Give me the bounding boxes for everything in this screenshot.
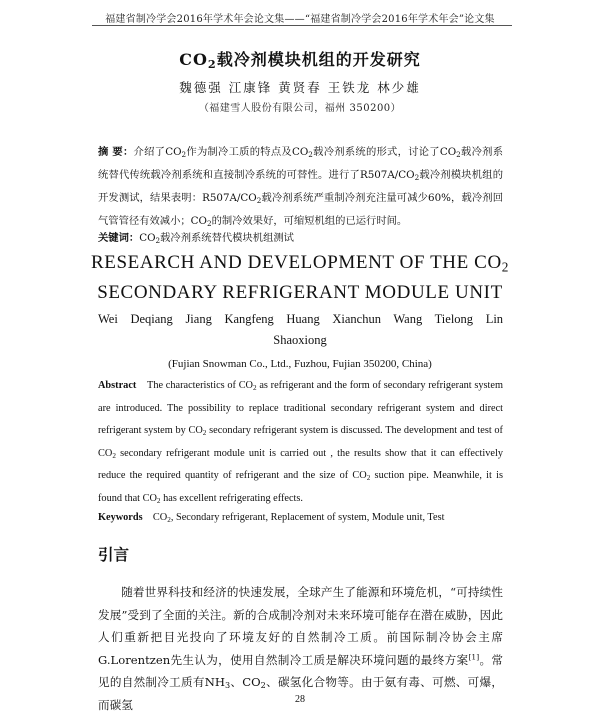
header-rule: [92, 25, 512, 26]
english-title-line-2: SECONDARY REFRIGERANT MODULE UNIT: [97, 282, 503, 303]
english-abstract: [98, 375, 503, 510]
subscript: 2: [202, 428, 207, 437]
text: secondary refrigerant system is discussed. The development and test of CO: [98, 425, 503, 459]
text: 介绍了CO: [133, 146, 182, 158]
text: 载冷剂系统严重制冷剂充注量可减少60%，载冷剂回气管管径有效减小；CO: [98, 192, 503, 227]
text: 载冷剂系统的形式，讨论了CO: [312, 146, 457, 158]
author-name: Huang Xianchun: [286, 312, 381, 326]
subscript: 2: [181, 149, 187, 159]
english-keywords: [98, 508, 503, 528]
author-name: Wang Tielong: [393, 312, 474, 326]
text: 载冷剂系统替代传统载冷剂系统和直接制冷系统的可替性。进行了R507A/CO: [98, 146, 503, 181]
english-keywords-label: Keywords: [98, 512, 143, 523]
subscript: 2: [253, 383, 257, 392]
english-authors: [98, 312, 503, 327]
page-number: 28: [295, 694, 305, 705]
chinese-title: [0, 47, 600, 70]
text: CO: [139, 232, 156, 244]
text: 随着世界科技和经济的快速发展，全球产生了能源和环境危机，“可持续性发展”受到了全面的关注。新的合成制冷剂对未来环境可能存在潜在威胁，因此人们重新把目光投向了环境友好的自然制冷工质。前国际制冷协会主席G.Lorentzen先生认为，使用自然制冷工质是解决环境问题的最终方案: [98, 585, 503, 667]
reference-marker[interactable]: [1]: [468, 651, 480, 661]
english-abstract-label: Abstract: [98, 380, 137, 391]
text: has excellent refrigerating effects.: [160, 492, 303, 504]
text: 、CO: [230, 675, 261, 689]
title-co: CO: [179, 50, 208, 69]
english-title-line-1: [0, 252, 600, 274]
text: 作为制冷工质的特点及CO: [186, 146, 309, 158]
chinese-keywords-label: 关键词：: [98, 232, 140, 244]
text: as refrigerant and the form of secondary refrigerant system are introduced. The possibility to replace traditional secondary refrigerant system and direct refrigerant system by CO: [98, 380, 503, 436]
subscript: 2: [112, 451, 116, 460]
subscript: 2: [414, 172, 420, 182]
text: suction pipe. Meanwhile, it is found that CO: [98, 470, 504, 504]
text: 。常见的自然制冷工质有NH: [98, 652, 503, 689]
author-name: Lin: [485, 312, 504, 326]
subscript: 2: [207, 218, 212, 228]
running-header: 福建省制冷学会2016年学术年会论文集——“福建省制冷学会2016年学术年会”论文集: [105, 14, 495, 25]
subscript: 2: [167, 515, 171, 524]
chinese-affiliation: （福建雪人股份有限公司，福州 350200）: [198, 103, 402, 114]
chinese-abstract: [98, 141, 503, 233]
text: CO: [152, 512, 168, 523]
english-affiliation: (Fujian Snowman Co., Ltd., Fuzhou, Fujian 350200, China): [168, 358, 432, 370]
text: 的制冷效果好，可缩短机组的已运行时间。: [211, 215, 408, 227]
text: 载冷剂系统替代模块机组测试: [160, 232, 294, 244]
subscript: 3: [224, 680, 231, 691]
chinese-authors: 魏德强 江康锋 黄贤春 王铁龙 林少雄: [179, 80, 421, 95]
subscript: 2: [156, 496, 161, 505]
subscript: 2: [256, 195, 262, 205]
section-heading-introduction: 引言: [98, 546, 130, 564]
text: 、碳氢化合物等。由于氨有毒、可燃、可爆，而碳氢: [98, 675, 503, 712]
english-authors-continued: Shaoxiong: [273, 333, 327, 347]
text: secondary refrigerant module unit is carried out , the results show that it can effectively reduce the required quantity of refrigerant and the size of CO: [98, 447, 503, 481]
text: The characteristics of CO: [147, 380, 253, 391]
text: 载冷剂模块机组的开发测试，结果表明：R507A/CO: [98, 169, 503, 204]
subscript: 2: [501, 259, 510, 275]
chinese-abstract-label: 摘 要：: [98, 146, 134, 158]
subscript: 2: [155, 235, 161, 245]
subscript: 2: [366, 473, 371, 482]
text: , Secondary refrigerant, Replacement of system, Module unit, Test: [170, 512, 445, 523]
subscript: 2: [308, 149, 313, 159]
text: RESEARCH AND DEVELOPMENT OF THE CO: [90, 252, 502, 273]
title-rest: 载冷剂模块机组的开发研究: [216, 50, 421, 69]
author-name: Jiang Kangfeng: [185, 312, 274, 326]
title-sub: 2: [207, 56, 217, 71]
subscript: 2: [456, 149, 461, 159]
author-name: Wei Deqiang: [98, 312, 173, 326]
chinese-keywords: [98, 228, 503, 248]
subscript: 2: [260, 680, 266, 691]
